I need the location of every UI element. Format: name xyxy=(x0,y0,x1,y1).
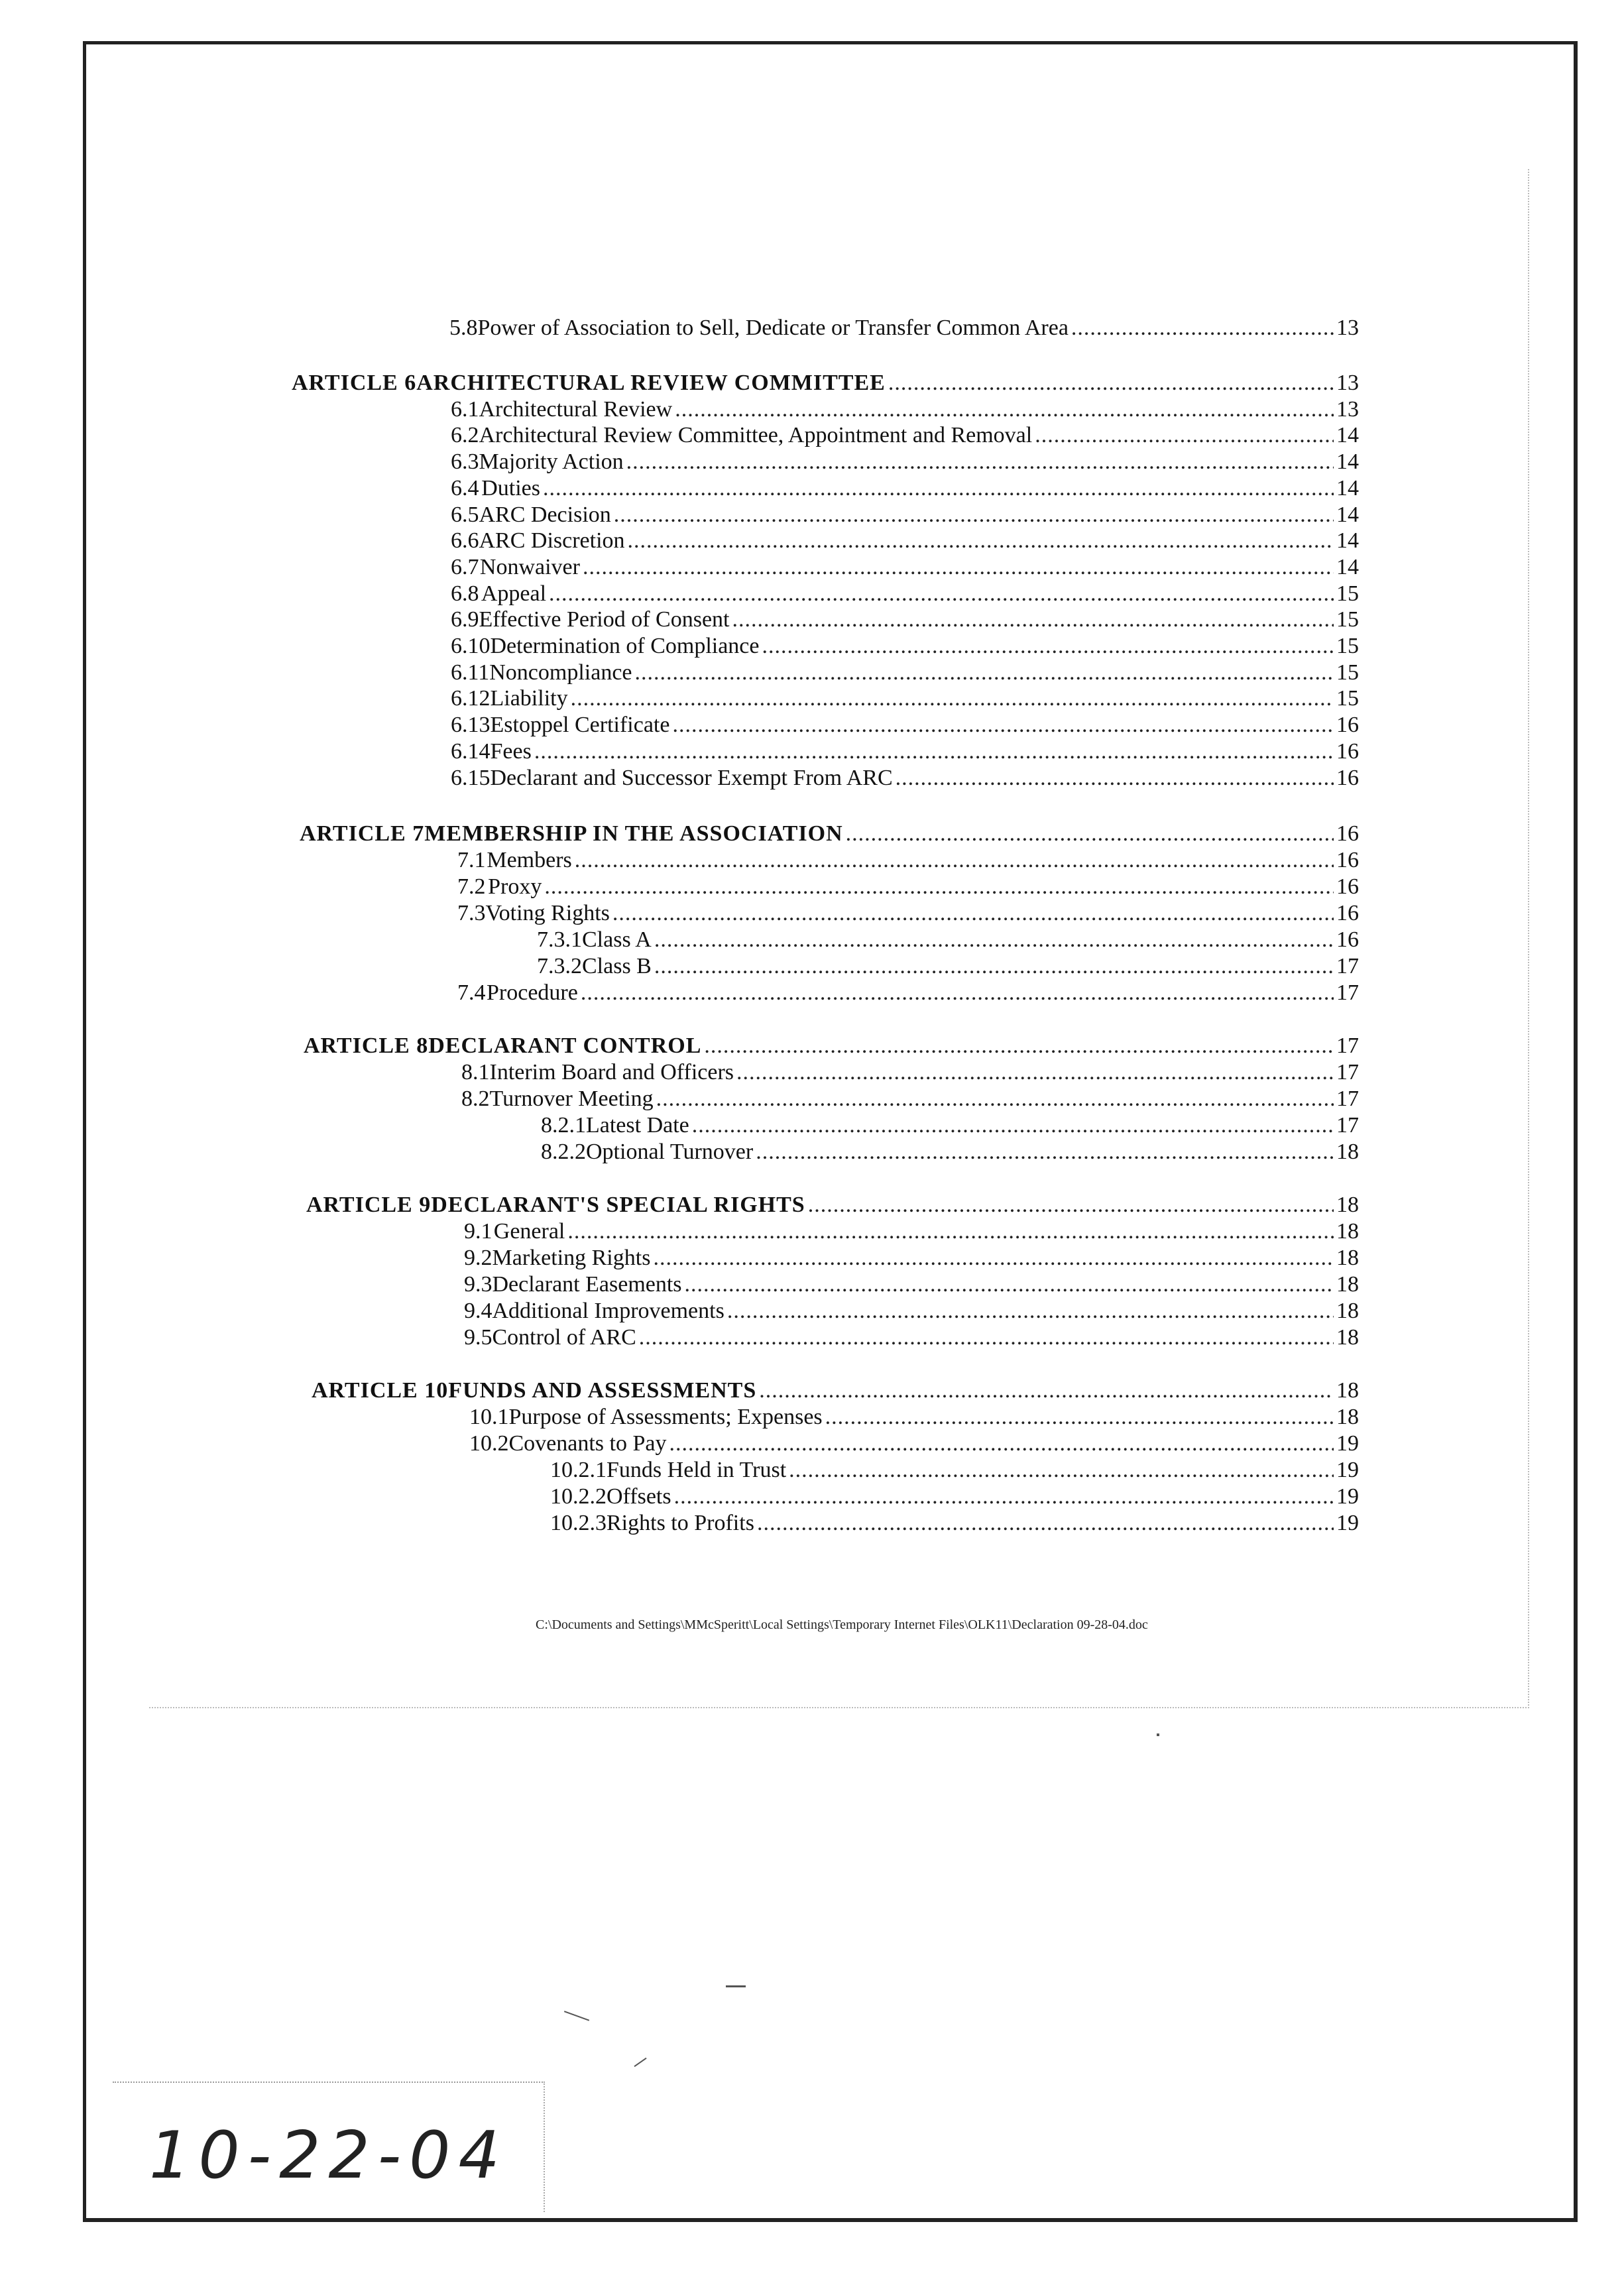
section-number: 6.15 xyxy=(451,766,491,790)
dot-leader xyxy=(669,1431,1334,1457)
dot-leader xyxy=(571,685,1334,712)
section-title: Determination of Compliance xyxy=(490,634,760,658)
toc-section xyxy=(464,1245,1359,1271)
section-title: Additional Improvements xyxy=(492,1299,725,1323)
section-number: 6.3 xyxy=(451,449,479,474)
toc-article-heading xyxy=(300,821,1359,847)
dot-leader xyxy=(1071,315,1334,341)
toc-section xyxy=(451,581,1359,607)
page-number: 18 xyxy=(1336,1378,1359,1403)
toc-entry xyxy=(449,315,1359,341)
dot-leader xyxy=(888,370,1334,396)
page-number: 14 xyxy=(1336,502,1359,527)
article-label: ARTICLE 6 xyxy=(292,371,417,395)
dot-leader xyxy=(756,1139,1334,1165)
section-title: Purpose of Assessments; Expenses xyxy=(508,1405,823,1429)
page-number: 17 xyxy=(1336,954,1359,978)
toc-section xyxy=(464,1298,1359,1324)
section-number: 8.2.1 xyxy=(541,1113,586,1138)
page-number: 16 xyxy=(1336,713,1359,737)
page-number: 15 xyxy=(1336,686,1359,711)
section-title: Control of ARC xyxy=(492,1325,636,1350)
section-number: 6.12 xyxy=(451,686,491,711)
section-number: 6.5 xyxy=(451,502,479,527)
section-title: Latest Date xyxy=(586,1113,689,1138)
dot-leader xyxy=(534,738,1334,765)
toc-subsection xyxy=(550,1484,1359,1510)
section-number: 9.4 xyxy=(464,1299,493,1323)
toc-section xyxy=(451,449,1359,475)
dot-leader xyxy=(727,1298,1334,1324)
toc-section xyxy=(451,633,1359,660)
dot-leader xyxy=(628,528,1334,554)
section-title: Fees xyxy=(490,739,532,764)
page-number: 13 xyxy=(1336,397,1359,422)
page-number: 19 xyxy=(1336,1458,1359,1482)
dot-leader xyxy=(1035,422,1334,449)
section-title: Covenants to Pay xyxy=(508,1431,667,1456)
section-number: 9.2 xyxy=(464,1246,493,1270)
section-title: Liability xyxy=(490,686,568,711)
section-number: 10.2.2 xyxy=(550,1484,607,1509)
section-number: 6.4 xyxy=(451,476,479,500)
section-number: 7.3.2 xyxy=(537,954,582,978)
toc-section xyxy=(457,900,1359,927)
dot-leader xyxy=(736,1059,1334,1086)
page-number: 17 xyxy=(1336,1086,1359,1111)
section-title: Optional Turnover xyxy=(586,1140,754,1164)
page-number: 19 xyxy=(1336,1511,1359,1535)
toc-section xyxy=(451,765,1359,792)
section-number: 7.2 xyxy=(457,874,486,899)
page-number: 15 xyxy=(1336,581,1359,606)
page-number: 16 xyxy=(1336,821,1359,846)
toc-section xyxy=(457,980,1359,1006)
section-title: Offsets xyxy=(607,1484,671,1509)
toc-article-heading xyxy=(306,1192,1359,1218)
dot-leader xyxy=(581,980,1334,1006)
section-number: 6.8 xyxy=(451,581,479,606)
toc-article-heading xyxy=(304,1033,1359,1059)
section-number: 6.6 xyxy=(451,528,479,553)
page-number: 15 xyxy=(1336,634,1359,658)
section-number: 8.1 xyxy=(461,1060,490,1085)
dot-leader xyxy=(692,1112,1334,1139)
dot-leader xyxy=(672,712,1334,738)
dot-leader xyxy=(654,927,1334,953)
toc-section xyxy=(451,396,1359,423)
section-title: Turnover Meeting xyxy=(489,1086,654,1111)
section-title: Funds Held in Trust xyxy=(607,1458,787,1482)
toc-subsection xyxy=(537,953,1359,980)
page-number: 17 xyxy=(1336,1060,1359,1085)
scan-mark xyxy=(1157,1733,1159,1736)
section-title: Proxy xyxy=(488,874,542,899)
page-number: 18 xyxy=(1336,1219,1359,1244)
section-title: Rights to Profits xyxy=(607,1511,754,1535)
section-title: Noncompliance xyxy=(489,660,632,685)
section-number: 10.2.3 xyxy=(550,1511,607,1535)
dot-leader xyxy=(759,1378,1334,1404)
section-title: Class A xyxy=(582,927,652,952)
toc-section xyxy=(451,660,1359,686)
section-title: Class B xyxy=(582,954,652,978)
section-title: Nonwaiver xyxy=(479,555,580,579)
section-number: 7.1 xyxy=(457,848,486,872)
page-number: 16 xyxy=(1336,766,1359,790)
page-number: 19 xyxy=(1336,1484,1359,1509)
toc-section xyxy=(469,1404,1359,1431)
article-label: ARTICLE 10 xyxy=(312,1378,449,1403)
dot-leader xyxy=(808,1192,1334,1218)
toc-article-heading xyxy=(292,370,1359,396)
section-title: Marketing Rights xyxy=(492,1246,651,1270)
section-number: 6.9 xyxy=(451,607,479,632)
dot-leader xyxy=(825,1404,1334,1431)
dot-leader xyxy=(675,396,1334,423)
dot-leader xyxy=(704,1033,1334,1059)
section-title: Effective Period of Consent xyxy=(479,607,730,632)
section-title: Estoppel Certificate xyxy=(490,713,670,737)
toc-section xyxy=(451,554,1359,581)
section-title: Interim Board and Officers xyxy=(489,1060,734,1085)
toc-subsection xyxy=(550,1457,1359,1484)
section-title: Architectural Review xyxy=(479,397,673,422)
toc-article-heading xyxy=(312,1378,1359,1404)
page-number: 17 xyxy=(1336,1033,1359,1058)
dot-leader xyxy=(762,633,1334,660)
toc-subsection xyxy=(541,1139,1359,1165)
page-number: 14 xyxy=(1336,528,1359,553)
article-title: FUNDS AND ASSESSMENTS xyxy=(448,1378,757,1403)
section-number: 6.1 xyxy=(451,397,479,422)
dot-leader xyxy=(544,874,1334,900)
dot-leader xyxy=(567,1218,1334,1245)
page-number: 18 xyxy=(1336,1140,1359,1164)
section-title: Architectural Review Committee, Appointment and Removal xyxy=(479,423,1033,447)
section-number: 10.1 xyxy=(469,1405,509,1429)
dot-leader xyxy=(612,900,1334,927)
dot-leader xyxy=(896,765,1334,792)
section-title: Voting Rights xyxy=(485,901,610,925)
page-number: 16 xyxy=(1336,927,1359,952)
document-file-path: C:\Documents and Settings\MMcSperitt\Local Settings\Temporary Internet Files\OLK11\Declaration 09-28-04.doc xyxy=(536,1617,1148,1632)
section-number: 10.2.1 xyxy=(550,1458,607,1482)
toc-section xyxy=(451,422,1359,449)
page-number: 15 xyxy=(1336,660,1359,685)
section-number: 5.8 xyxy=(449,316,478,340)
section-number: 6.7 xyxy=(451,555,479,579)
article-title: ARCHITECTURAL REVIEW COMMITTEE xyxy=(416,371,886,395)
page-number: 14 xyxy=(1336,476,1359,500)
dot-leader xyxy=(732,607,1334,633)
page-number: 15 xyxy=(1336,607,1359,632)
article-title: MEMBERSHIP IN THE ASSOCIATION xyxy=(424,821,843,846)
article-label: ARTICLE 8 xyxy=(304,1033,429,1058)
section-title: Duties xyxy=(481,476,540,500)
toc-section xyxy=(461,1059,1359,1086)
dot-leader xyxy=(789,1457,1334,1484)
dot-leader xyxy=(846,821,1334,847)
section-number: 10.2 xyxy=(469,1431,509,1456)
page-number: 13 xyxy=(1336,371,1359,395)
toc-section xyxy=(457,847,1359,874)
dot-leader xyxy=(757,1510,1334,1537)
section-number: 9.3 xyxy=(464,1272,493,1297)
page-number: 14 xyxy=(1336,423,1359,447)
toc-subsection xyxy=(550,1510,1359,1537)
toc-section xyxy=(451,528,1359,554)
section-number: 6.14 xyxy=(451,739,491,764)
toc-subsection xyxy=(541,1112,1359,1139)
section-number: 6.13 xyxy=(451,713,491,737)
dot-leader xyxy=(635,660,1334,686)
page-number: 17 xyxy=(1336,980,1359,1005)
toc-section xyxy=(464,1324,1359,1351)
page-number: 18 xyxy=(1336,1246,1359,1270)
scan-mark xyxy=(726,1985,746,1987)
page-number: 18 xyxy=(1336,1325,1359,1350)
dot-leader xyxy=(656,1086,1334,1112)
toc-section xyxy=(451,502,1359,528)
article-label: ARTICLE 9 xyxy=(306,1193,432,1217)
dot-leader xyxy=(654,953,1334,980)
section-title: Appeal xyxy=(481,581,547,606)
section-number: 7.4 xyxy=(457,980,486,1005)
dot-leader xyxy=(583,554,1334,581)
page-number: 18 xyxy=(1336,1272,1359,1297)
section-title: Declarant Easements xyxy=(492,1272,682,1297)
page-number: 18 xyxy=(1336,1299,1359,1323)
article-title: DECLARANT'S SPECIAL RIGHTS xyxy=(431,1193,805,1217)
page-number: 16 xyxy=(1336,739,1359,764)
toc-section xyxy=(464,1218,1359,1245)
section-number: 6.10 xyxy=(451,634,491,658)
section-title: Members xyxy=(487,848,572,872)
toc-section xyxy=(469,1431,1359,1457)
toc-section xyxy=(451,685,1359,712)
section-title: General xyxy=(493,1219,565,1244)
section-title: Majority Action xyxy=(479,449,624,474)
page-number: 18 xyxy=(1336,1405,1359,1429)
page-number: 16 xyxy=(1336,901,1359,925)
toc-subsection xyxy=(537,927,1359,953)
section-title: Power of Association to Sell, Dedicate or Transfer Common Area xyxy=(477,316,1069,340)
article-title: DECLARANT CONTROL xyxy=(428,1033,702,1058)
page-number: 17 xyxy=(1336,1113,1359,1138)
section-number: 7.3 xyxy=(457,901,486,925)
section-number: 9.1 xyxy=(464,1219,493,1244)
page-number: 19 xyxy=(1336,1431,1359,1456)
dot-leader xyxy=(626,449,1334,475)
section-number: 8.2.2 xyxy=(541,1140,586,1164)
toc-section xyxy=(461,1086,1359,1112)
section-title: Declarant and Successor Exempt From ARC xyxy=(490,766,893,790)
toc-section xyxy=(451,607,1359,633)
dot-leader xyxy=(575,847,1334,874)
page-number: 13 xyxy=(1336,316,1359,340)
handwritten-date: 10-22-04 xyxy=(149,2118,508,2194)
dot-leader xyxy=(549,581,1334,607)
page-number: 14 xyxy=(1336,555,1359,579)
dot-leader xyxy=(674,1484,1334,1510)
page-number: 16 xyxy=(1336,848,1359,872)
dot-leader xyxy=(653,1245,1334,1271)
toc-section xyxy=(451,712,1359,738)
dot-leader xyxy=(639,1324,1334,1351)
section-number: 6.11 xyxy=(451,660,490,685)
dot-leader xyxy=(543,475,1334,502)
toc-section xyxy=(451,475,1359,502)
toc-section xyxy=(457,874,1359,900)
page-number: 14 xyxy=(1336,449,1359,474)
toc-section xyxy=(464,1271,1359,1298)
page-number: 18 xyxy=(1336,1193,1359,1217)
section-number: 8.2 xyxy=(461,1086,490,1111)
section-number: 6.2 xyxy=(451,423,479,447)
article-label: ARTICLE 7 xyxy=(300,821,425,846)
section-number: 9.5 xyxy=(464,1325,493,1350)
section-title: ARC Decision xyxy=(479,502,611,527)
section-title: Procedure xyxy=(487,980,578,1005)
section-number: 7.3.1 xyxy=(537,927,582,952)
dot-leader xyxy=(614,502,1334,528)
section-title: ARC Discretion xyxy=(479,528,625,553)
dot-leader xyxy=(685,1271,1334,1298)
page-number: 16 xyxy=(1336,874,1359,899)
toc-section xyxy=(451,738,1359,765)
